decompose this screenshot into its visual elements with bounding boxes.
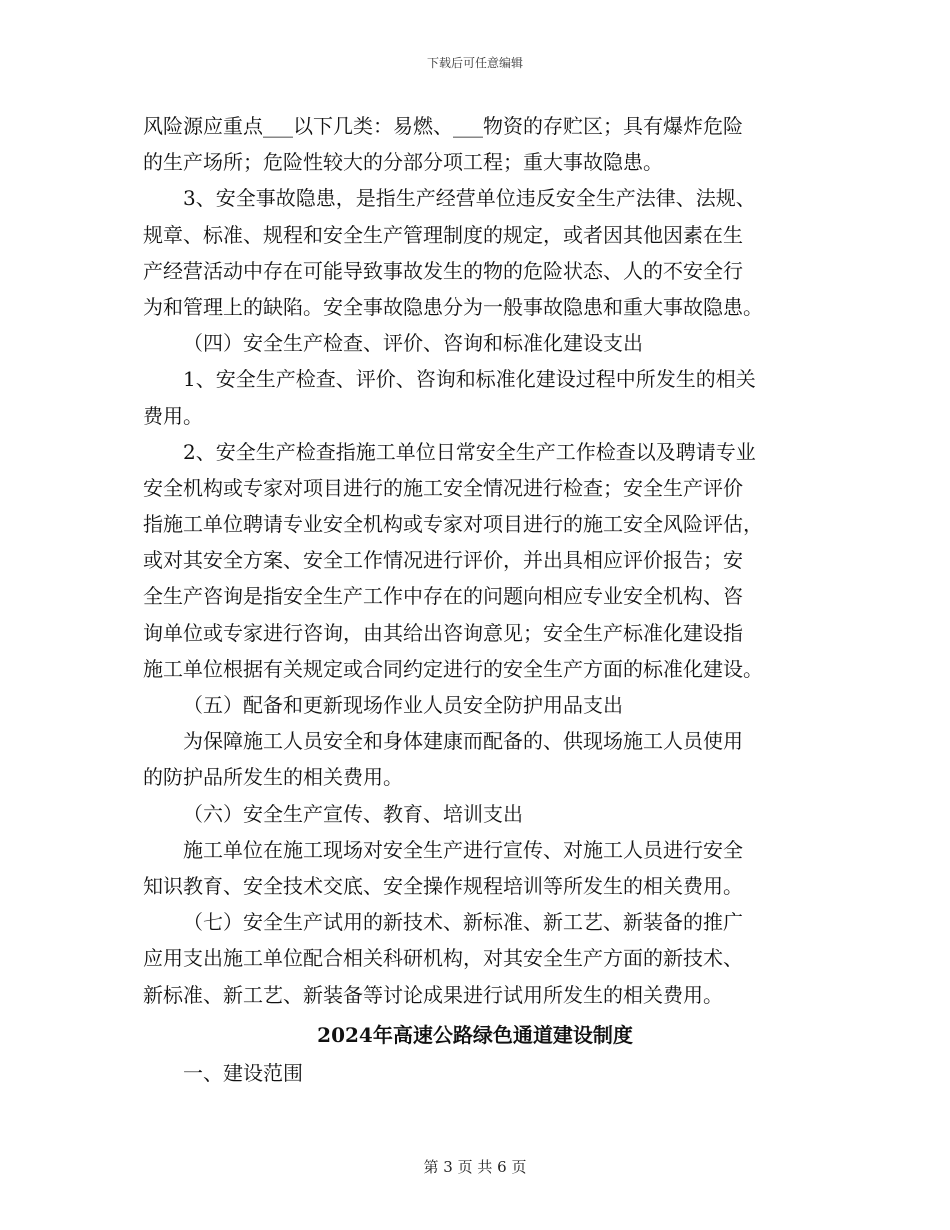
text-line: 或对其安全方案、安全工作情况进行评价，并出具相应评价报告；安 <box>143 548 743 573</box>
text-line: 指施工单位聘请专业安全机构或专家对项目进行的施工安全风险评估， <box>143 512 763 537</box>
text-line: 安全机构或专家对项目进行的施工安全情况进行检查；安全生产评价 <box>143 475 743 500</box>
section-heading: 一、建设范围 <box>183 1060 303 1085</box>
text-line: 的生产场所；危险性较大的分部分项工程；重大事故隐患。 <box>143 150 663 175</box>
document-title: 2024年高速公路绿色通道建设制度 <box>317 1022 633 1047</box>
text-line: （四）安全生产检查、评价、咨询和标准化建设支出 <box>183 331 643 356</box>
text-line: 风险源应重点___以下几类：易燃、___物资的存贮区；具有爆炸危险 <box>143 114 743 138</box>
page-header: 下载后可任意编辑 <box>426 56 523 70</box>
text-line: 为保障施工人员安全和身体建康而配备的、供现场施工人员使用 <box>183 729 743 754</box>
text-line: （五）配备和更新现场作业人员安全防护用品支出 <box>183 693 623 717</box>
text-line: （七）安全生产试用的新技术、新标准、新工艺、新装备的推广 <box>183 910 743 935</box>
paragraph-lines <box>143 108 807 1013</box>
text-line: 新标准、新工艺、新装备等讨论成果进行试用所发生的相关费用。 <box>143 982 723 1007</box>
text-line: 的防护品所发生的相关费用。 <box>143 765 403 790</box>
text-line: 规章、标准、规程和安全生产管理制度的规定，或者因其他因素在生 <box>143 222 743 247</box>
text-line: 2、安全生产检查指施工单位日常安全生产工作检查以及聘请专业 <box>183 439 756 464</box>
text-line: （六）安全生产宣传、教育、培训支出 <box>183 801 523 826</box>
text-line: 全生产咨询是指安全生产工作中存在的问题向相应专业安全机构、咨 <box>143 584 743 609</box>
text-line: 产经营活动中存在可能导致事故发生的物的危险状态、人的不安全行 <box>143 258 743 283</box>
text-line: 应用支出施工单位配合相关科研机构，对其安全生产方面的新技术、 <box>143 946 743 971</box>
text-line: 询单位或专家进行咨询，由其给出咨询意见；安全生产标准化建设指 <box>143 620 743 645</box>
text-line: 知识教育、安全技术交底、安全操作规程培训等所发生的相关费用。 <box>143 873 743 898</box>
text-line: 1、安全生产检查、评价、咨询和标准化建设过程中所发生的相关 <box>183 367 756 392</box>
text-line: 为和管理上的缺陷。安全事故隐患分为一般事故隐患和重大事故隐患。 <box>143 294 763 319</box>
page-footer: 第 3 页 共 6 页 <box>423 1158 527 1176</box>
document-body <box>143 108 807 1091</box>
text-line: 费用。 <box>143 403 203 428</box>
text-line: 施工单位在施工现场对安全生产进行宣传、对施工人员进行安全 <box>183 837 743 862</box>
text-line: 施工单位根据有关规定或合同约定进行的安全生产方面的标准化建设。 <box>143 656 763 681</box>
text-line: 3、安全事故隐患，是指生产经营单位违反安全生产法律、法规、 <box>183 186 756 211</box>
